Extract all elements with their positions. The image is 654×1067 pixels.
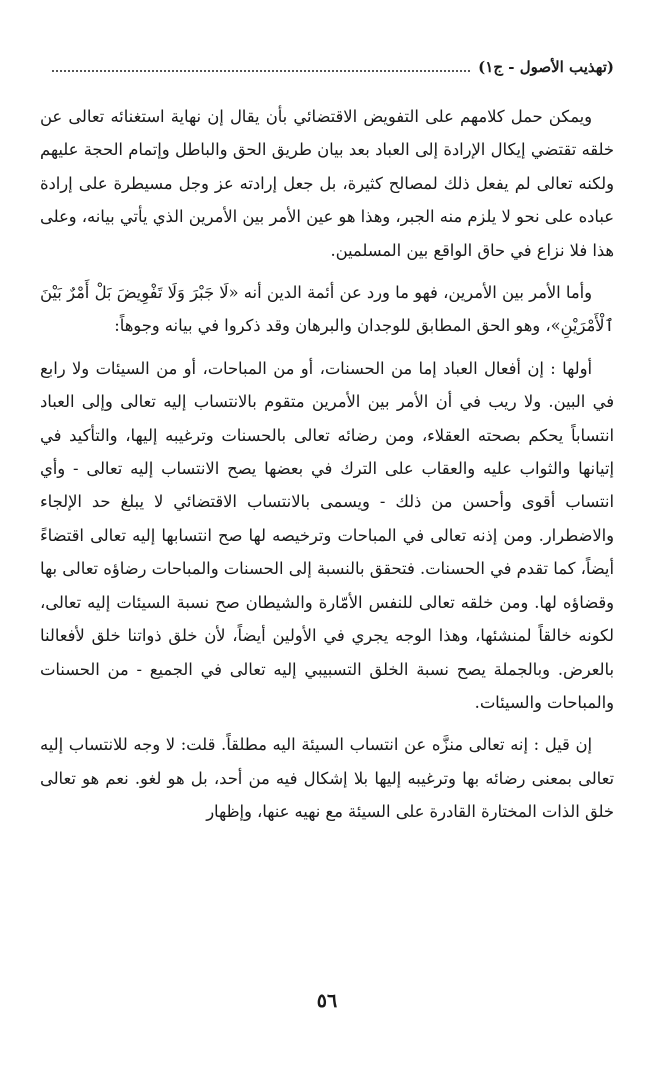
page-number: ٥٦ bbox=[316, 990, 338, 1012]
running-header bbox=[48, 58, 614, 76]
header-dotted-leader bbox=[52, 60, 470, 72]
paragraph: إن قيل : إنه تعالى منزَّه عن انتساب السيئة اليه مطلقاً. قلت: لا وجه للانتساب إليه تعالى بمعنى رضائه بها وترغيبه إليها بلا إشكال فيه من أحد، بل هو لغو. نعم هو تعالى خلق الذات المختارة القادرة على السيئة مع نهيه عنها، وإظهار bbox=[40, 735, 614, 822]
header-title: (تهذيب الأصول - ج١) bbox=[478, 58, 614, 76]
paragraph: ويمكن حمل كلامهم على التفويض الاقتضائي بأن يقال إن نهاية استغنائه تعالى عن خلقه تقتضي إيكال الإرادة إلى العباد بعد بيان طريق الحق والباطل وإتمام الحجة عليهم ولكنه تعالى لم يفعل ذلك لمصالح كثيرة، بل جعل إرادته عز وجل مسيطرة على إرادة عباده على نحو لا يلزم منه الجبر، وهذا هو عين الأمر بين الأمرين الذي يأتي بيانه، وعلى هذا فلا نزاع في حاق الواقع بين المسلمين. bbox=[40, 107, 614, 260]
body-text bbox=[40, 100, 614, 829]
paragraph: أولها : إن أفعال العباد إما من الحسنات، أو من المباحات، أو من السيئات ولا رابع في البين. ولا ريب في أن الأمر بين الأمرين متقوم بالانتساب إليه تعالى وإلى العباد انتساباً يحكم بصحته العقلاء، ومن رضائه تعالى بالحسنات وترغيبه إليها، والتأكيد في إتيانها والثواب عليه والعقاب على الترك في بعضها يصح الانتساب إليه تعالى - وأي انتساب أقوى وأحسن من ذلك - ويسمى بالانتساب الاقتضائي لا يبلغ حد الإلجاء والاضطرار. ومن إذنه تعالى في المباحات وترخيصه لها صح انتسابها إليه تعالى اقتضاءً أيضاً، كما تقدم في الحسنات. فتحقق بالنسبة إلى الحسنات والمباحات رضاؤه تعالى بها وقضاؤه لها. ومن خلقه تعالى للنفس الأمّارة والشيطان صح نسبة السيئات إليه تعالى، لكونه خالقاً لمنشئها، وهذا الوجه يجري في الأولين أيضاً، لأن خلق ذواتنا خلق لأفعالنا بالعرض. وبالجملة يصح نسبة الخلق التسبيبي إليه تعالى في الجميع - من الحسنات والمباحات والسيئات. bbox=[40, 358, 614, 712]
paragraph: وأما الأمر بين الأمرين، فهو ما ورد عن أئمة الدين أنه «لَا جَبْرَ وَلَا تَفْوِيضَ بَلْ أَمْرٌ بَيْنَ ٱلْأَمْرَيْنِ»، وهو الحق المطابق للوجدان والبرهان وقد ذكروا في بيانه وجوهاً: bbox=[40, 283, 614, 336]
